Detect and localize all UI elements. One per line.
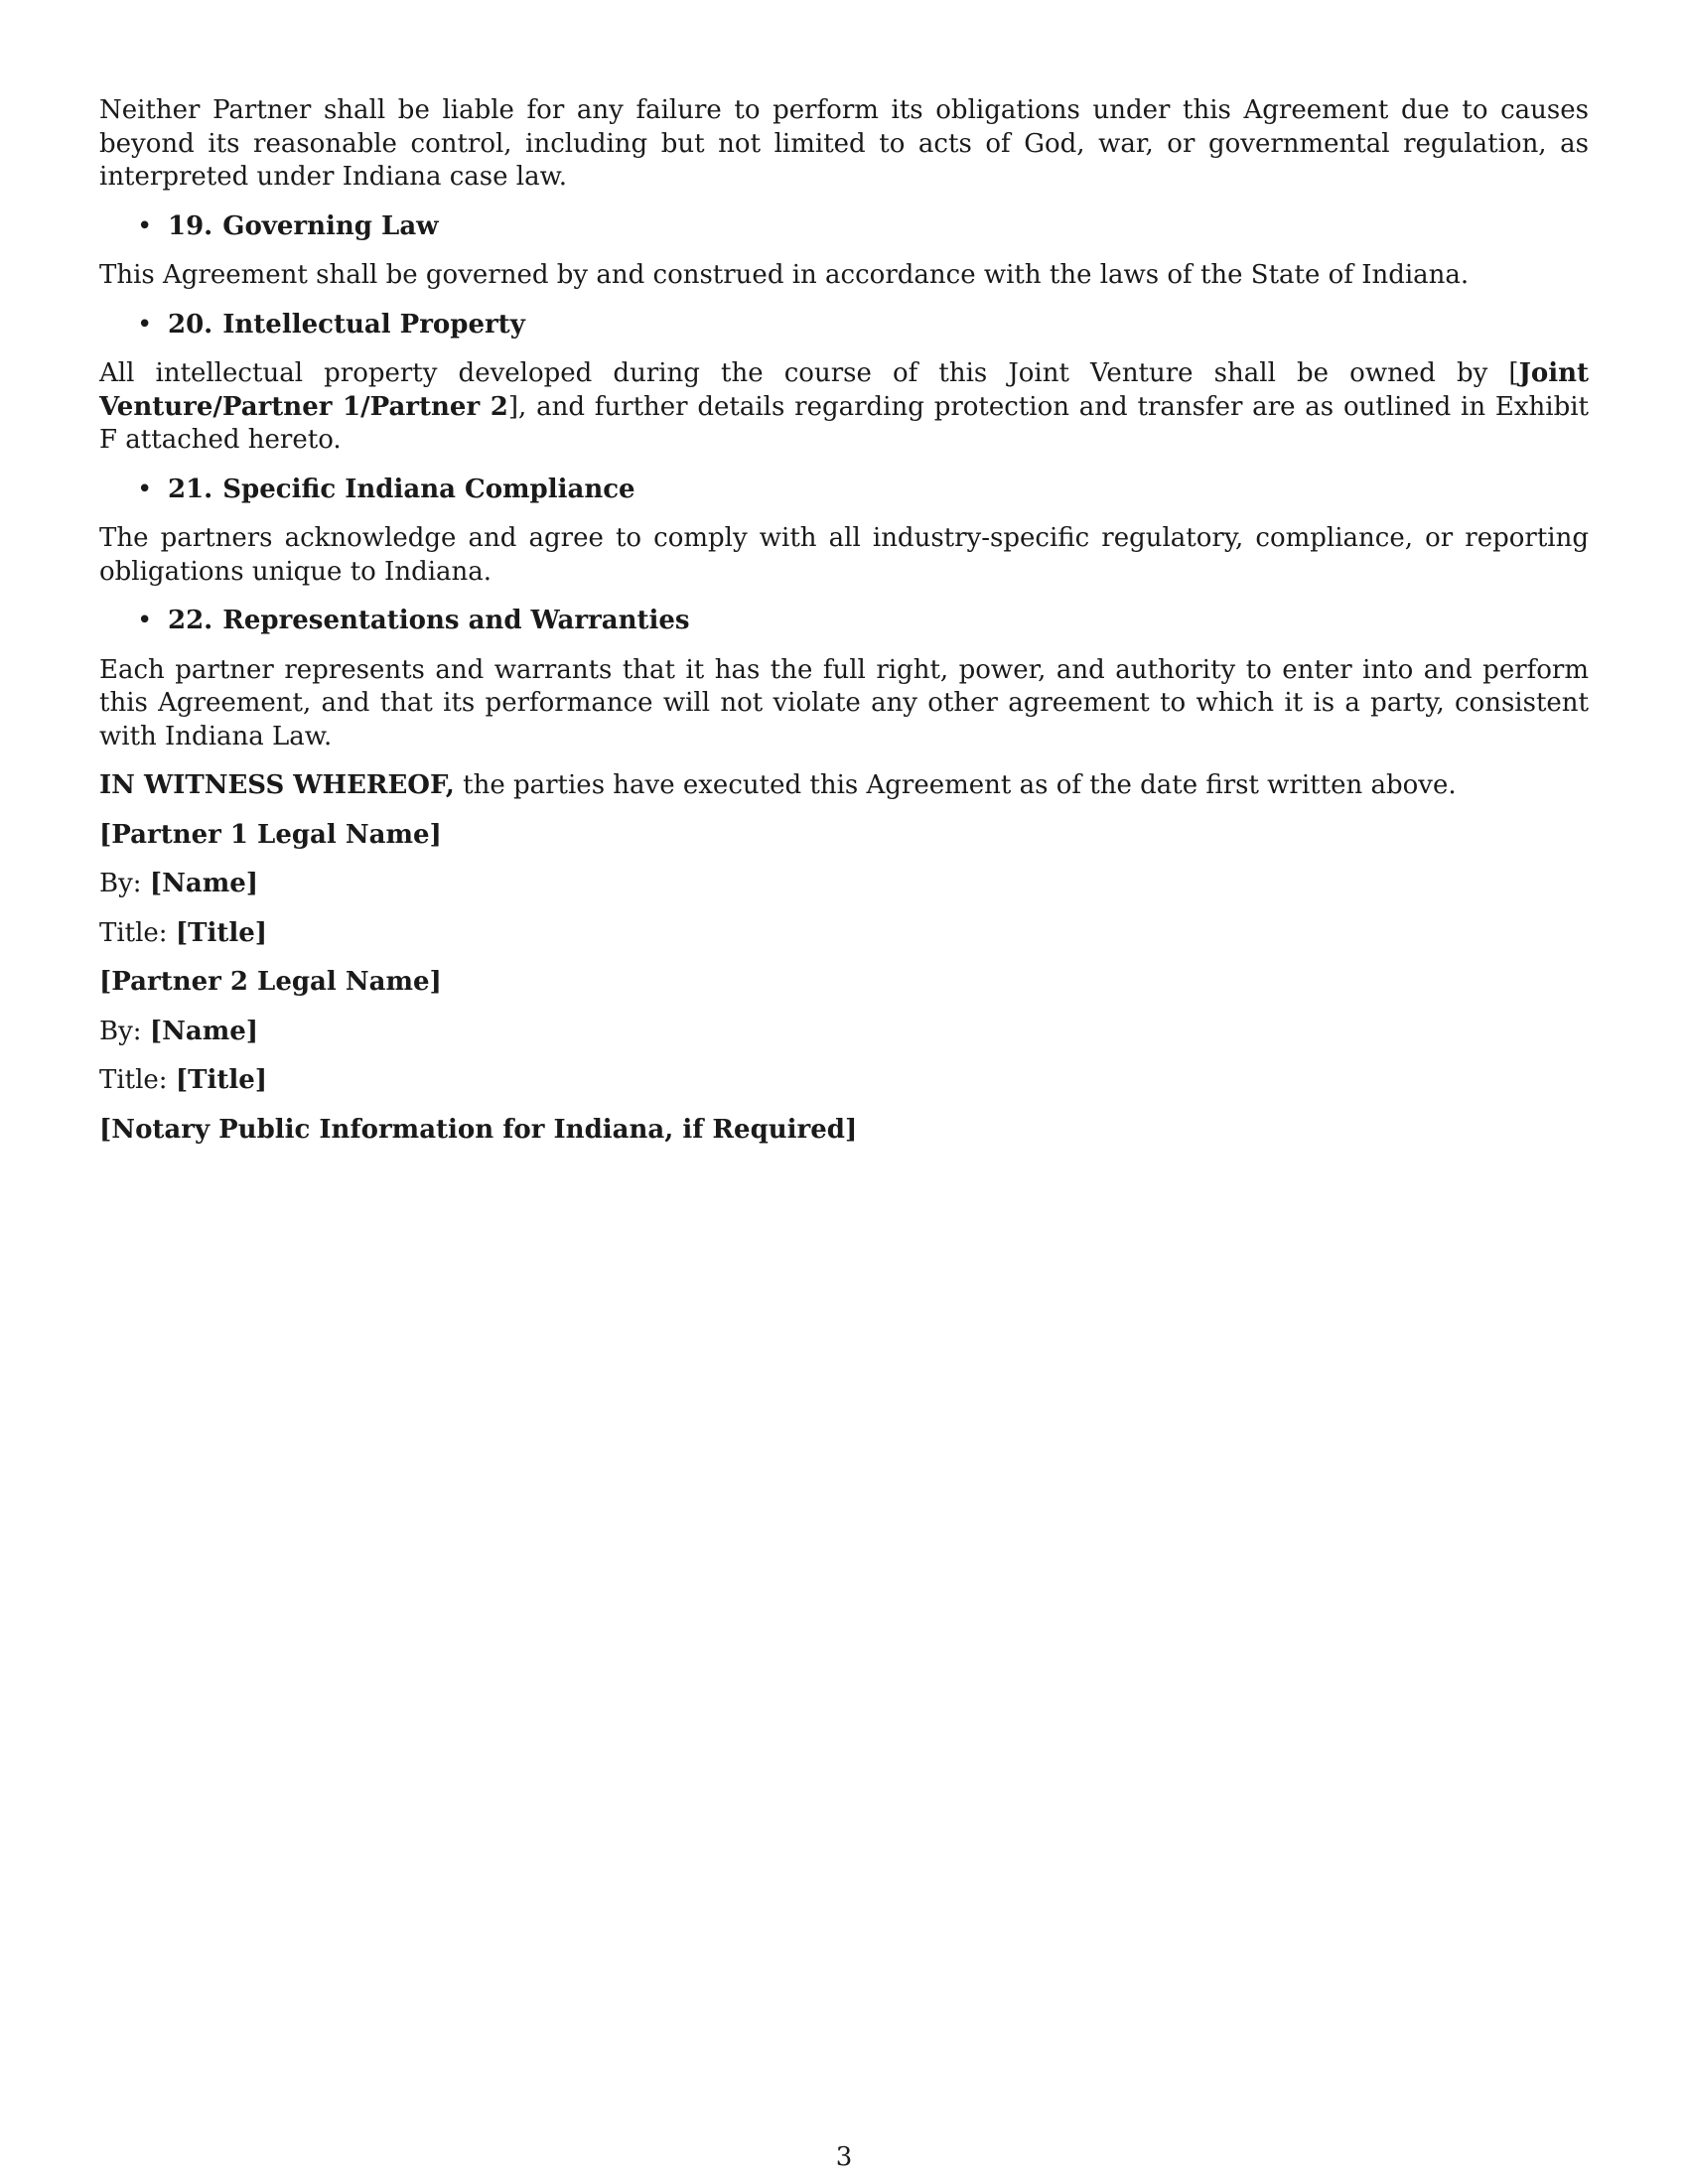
partner2-legal-name: [Partner 2 Legal Name] <box>99 967 442 997</box>
section-number: 21. <box>168 474 213 504</box>
bullet-icon: • <box>137 210 153 241</box>
by-label: By: <box>99 869 150 898</box>
partner1-legal-name: [Partner 1 Legal Name] <box>99 819 442 850</box>
ip-text-after: ], and further details regarding protection and transfer are as outlined in Exhibit F attached hereto. <box>99 391 1589 455</box>
section-title: Governing Law <box>222 210 439 241</box>
witness-lead: IN WITNESS WHEREOF, <box>99 770 455 800</box>
witness-text: the parties have executed this Agreement as of the date first written above. <box>454 770 1457 800</box>
section-number: 20. <box>168 309 213 340</box>
notary-information: [Notary Public Information for Indiana, if Required] <box>99 1114 858 1145</box>
bullet-icon: • <box>137 474 153 504</box>
partner2-name-placeholder: [Name] <box>149 1016 259 1046</box>
bullet-icon: • <box>137 606 153 635</box>
by-label: By: <box>99 1016 150 1046</box>
title-label: Title: <box>99 917 176 948</box>
section-number: 22. <box>168 606 213 635</box>
section-heading-22 <box>137 605 1589 638</box>
document-page <box>99 94 1589 1162</box>
witness-statement <box>99 769 1589 803</box>
ip-text-before: All intellectual property developed during the course of this Joint Venture shall be owned by [ <box>99 358 1519 388</box>
section-heading-21 <box>137 474 1589 507</box>
ip-owner-placeholder: Joint Venture/Partner 1/Partner 2 <box>99 358 1589 422</box>
section-number: 19. <box>168 210 213 241</box>
force-majeure-paragraph: Neither Partner shall be liable for any failure to perform its obligations under this Agreement due to causes beyond its reasonable control, including but not limited to acts of God, war, or governmental regulation, as interpreted under Indiana case law. <box>99 95 1589 192</box>
section-title: Intellectual Property <box>222 309 525 340</box>
partner1-by-line <box>99 868 1589 901</box>
intellectual-property-paragraph <box>99 357 1589 458</box>
section-heading-20 <box>137 309 1589 342</box>
representations-paragraph: Each partner represents and warrants that it has the full right, power, and authority to enter into and perform this Agreement, and that its performance will not violate any other agreement to which it is a party, consistent with Indiana Law. <box>99 654 1589 751</box>
bullet-icon: • <box>137 309 153 340</box>
partner1-name-placeholder: [Name] <box>149 869 259 898</box>
section-title: Representations and Warranties <box>222 606 690 635</box>
section-title: Specific Indiana Compliance <box>222 474 635 504</box>
governing-law-paragraph: This Agreement shall be governed by and construed in accordance with the laws of the State of Indiana. <box>99 260 1470 290</box>
page-number: 3 <box>835 2142 853 2172</box>
indiana-compliance-paragraph: The partners acknowledge and agree to comply with all industry-specific regulatory, compliance, or reporting obligations unique to Indiana. <box>99 523 1589 587</box>
title-label: Title: <box>99 1065 176 1095</box>
partner2-title-placeholder: [Title] <box>175 1065 268 1095</box>
section-heading-19 <box>137 210 1589 244</box>
partner2-title-line <box>99 1064 1589 1098</box>
partner1-title-placeholder: [Title] <box>175 917 268 948</box>
partner1-title-line <box>99 917 1589 951</box>
partner2-by-line <box>99 1016 1589 1049</box>
